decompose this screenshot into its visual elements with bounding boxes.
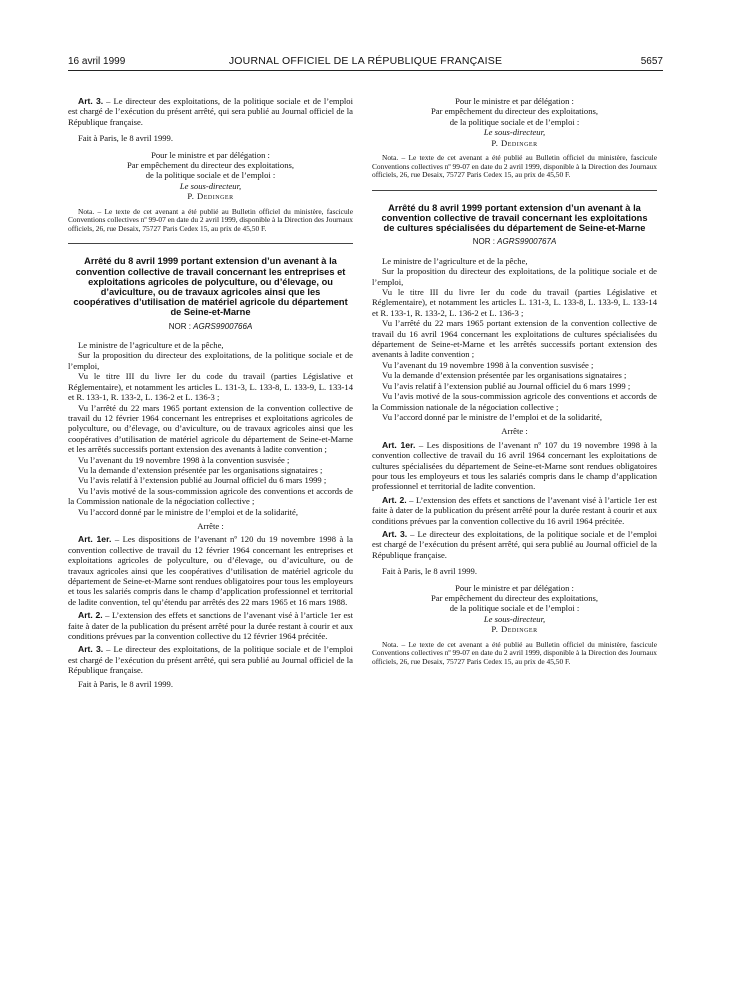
paragraph: Vu l’avis relatif à l’extension publié au Journal officiel du 6 mars 1999 ; [382,380,631,391]
section-divider [68,243,353,244]
article-2-label: Art. 2. [78,610,103,621]
signature-line-3: de la politique sociale et de l’emploi : [145,170,276,181]
signature-line-2: Par empêchement du directeur des exploitations, [126,160,295,171]
arrete-heading: Arrête : [197,520,224,531]
paragraph: Le ministre de l’agriculture et de la pêche, [382,255,528,266]
nor-reference [372,237,657,247]
paragraph: Vu l’avis motivé de la sous-commission agricole des conventions et accords de la Commission nationale de la négociation collective ; [372,391,657,412]
signature-line-1: Pour le ministre et par délégation : [455,582,574,593]
section-divider [372,190,657,191]
paragraph: Vu le titre III du livre Ier du code du travail (parties Législative et Réglementaire), et notamment les articles L. 131-3, L. 133-8, L. 133-9, L. 133-14 et R. 133-1, R. 133-2, L. 136-2 et L. 136-3 ; [68,371,353,403]
arrete-title: Arrêté du 8 avril 1999 portant extension d’un avenant à la convention collective de travail concernant les entreprises et exploitations agricoles de polyculture, ou d’élevage, ou d’aviculture, ou de travaux agricoles ainsi que les coopératives d’utilisation de matériel agricole du département de Seine-et-Marne [73,256,348,318]
article-3b [68,644,353,675]
paragraph: Vu l’avis motivé de la sous-commission agricole des conventions et accords de la Commission nationale de la négociation collective ; [68,485,353,507]
paragraph: Le ministre de l’agriculture et de la pêche, [78,340,224,351]
signature-name: P. Dedinger [187,191,234,202]
fait-a-paris: Fait à Paris, le 8 avril 1999. [382,566,477,577]
arrete-title: Arrêté du 8 avril 1999 portant extension d’un avenant à la convention collective de travail concernant les exploitations de cultures spécialisées du département de Seine-et-Marne [381,202,648,234]
paragraph: Vu l’arrêté du 22 mars 1965 portant extension de la convention collective de travail du 16 avril 1964 concernant les exploitations de cultures spécialisées du département de Seine-et-Marne et les arrêtés successifs portant extension des avenants à ladite convention ; [372,318,657,360]
nor-code: AGRS9900766A [193,321,253,331]
paragraph: Vu l’accord donné par le ministre de l’emploi et de la solidarité, [78,506,298,517]
signature-line-1: Pour le ministre et par délégation : [151,149,270,160]
paragraph: Sur la proposition du directeur des exploitations, de la politique sociale et de l’emploi, [68,350,353,371]
signature-line-3: de la politique sociale et de l’emploi : [449,116,580,127]
nota: Nota. – Le texte de cet avenant a été publié au Bulletin officiel du ministère, fascicule Conventions collectives nº 99-07 en date du 2 avril 1999, disponible à la Direction des Journaux officiels, 26, rue Desaix, 75727 Paris Cedex 15, au prix de 45,50 F. [372,639,657,666]
header-date: 16 avril 1999 [68,56,126,67]
article-2-text: – L’extension des effets et sanctions de l’avenant visé à l’article 1er est faite à dater de la publication du présent arrêté pour la durée restant à courir et aux conditions prévues par la convention collective du 12 février 1964 précitée. [68,610,353,642]
right-column [372,96,657,666]
nota: Nota. – Le texte de cet avenant a été publié au Bulletin officiel du ministère, fascicule Conventions collectives nº 99-07 en date du 2 avril 1999, disponible à la Direction des Journaux officiels, 26, rue Desaix, 75727 Paris Cedex 15, au prix de 45,50 F. [68,206,353,233]
signature-title: Le sous-directeur, [179,180,242,191]
signature-title: Le sous-directeur, [483,127,546,138]
article-1-label: Art. 1er. [78,534,112,545]
left-column [68,96,353,689]
paragraph: Sur la proposition du directeur des exploitations, de la politique sociale et de l’emploi, [372,266,657,287]
article-1 [372,440,657,492]
signature-title: Le sous-directeur, [483,613,546,624]
article-2-text: – L’extension des effets et sanctions de l’avenant visé à l’article 1er est faite à dater de la publication du présent arrêté pour la durée restant à courir et aux conditions prévues par la convention collective du 16 avril 1964 précitée. [372,494,657,526]
nor-label: NOR : [472,237,498,247]
paragraph: Vu l’avis relatif à l’extension publié au Journal officiel du 6 mars 1999 ; [78,475,327,486]
article-3 [372,529,657,560]
article-3-text: – Le directeur des exploitations, de la politique sociale et de l’emploi est chargé de l’exécution du présent arrêté, qui sera publié au Journal officiel de la République française. [68,96,353,127]
article-2-label: Art. 2. [382,494,407,505]
page-header [68,54,663,71]
nor-label: NOR : [168,321,194,331]
signature-name: P. Dedinger [491,137,538,148]
fait-a-paris: Fait à Paris, le 8 avril 1999. [78,133,173,144]
article-1-text: – Les dispositions de l’avenant nº 120 du 19 novembre 1998 à la convention collective de travail du 12 février 1964 concernant les entreprises et exploitations agricoles de polyculture, ou d’élevage, ou d’aviculture, ou de travaux agricoles ainsi que les coopératives d’utilisation de matériel agricole du département de Seine-et-Marne sont rendues obligatoires pour tous les employeurs et tous les salariés compris dans le champ d’application professionnel et territorial de ladite convention, tel qu’étendu par arrêtés des 22 mars 1965 et 16 mars 1988. [68,534,353,607]
article-3-label: Art. 3. [382,528,408,539]
signature-name: P. Dedinger [491,624,538,635]
signature-line-2: Par empêchement du directeur des exploitations, [430,593,599,604]
fait-a-paris-2: Fait à Paris, le 8 avril 1999. [78,678,173,689]
signature-line-2: Par empêchement du directeur des exploitations, [430,106,599,117]
nota: Nota. – Le texte de cet avenant a été publié au Bulletin officiel du ministère, fascicule Conventions collectives nº 99-07 en date du 2 avril 1999, disponible à la Direction des Journaux officiels, 26, rue Desaix, 75727 Paris Cedex 15, au prix de 45,50 F. [372,153,657,180]
article-1-label: Art. 1er. [382,439,416,450]
article-3-label: Art. 3. [78,96,104,106]
header-journal-title: JOURNAL OFFICIEL DE LA RÉPUBLIQUE FRANÇAISE [228,55,503,67]
article-1-text: – Les dispositions de l’avenant nº 107 du 19 novembre 1998 à la convention collective de travail du 16 avril 1964 concernant les exploitations de cultures spécialisées du département de Seine-et-Marne sont rendues obligatoires pour tous les employeurs et tous les salariés compris dans le champ d’application professionnel et territorial de ladite convention. [372,439,657,492]
article-3-text: – Le directeur des exploitations, de la politique sociale et de l’emploi est chargé de l’exécution du présent arrêté, qui sera publié au Journal officiel de la République française. [372,528,657,560]
article-3 [68,96,353,127]
article-1 [68,534,353,607]
paragraph: Vu la demande d’extension présentée par les organisations signataires ; [78,464,323,475]
article-3b-text: – Le directeur des exploitations, de la politique sociale et de l’emploi est chargé de l’exécution du présent arrêté, qui sera publié au Journal officiel de la République française. [68,644,353,676]
article-2 [68,610,353,641]
signature-line-1: Pour le ministre et par délégation : [455,96,574,106]
paragraph: Vu l’avenant du 19 novembre 1998 à la convention susvisée ; [382,359,594,370]
paragraph: Vu la demande d’extension présentée par les organisations signataires ; [382,370,627,381]
paragraph: Vu l’accord donné par le ministre de l’emploi et de la solidarité, [382,411,602,422]
paragraph: Vu le titre III du livre Ier du code du travail (parties Législative et Réglementaire), et notamment les articles L. 131-3, L. 133-8, L. 133-9, L. 133-14 et R. 133-1, R. 133-2, L. 136-2 et L. 136-3 ; [372,287,657,318]
signature-line-3: de la politique sociale et de l’emploi : [449,603,580,614]
nor-code: AGRS9900767A [497,237,557,247]
article-3b-label: Art. 3. [78,644,104,655]
paragraph: Vu l’arrêté du 22 mars 1965 portant extension de la convention collective de travail du 12 février 1964 concernant les entreprises et exploitations agricoles de polyculture, ou d’élevage, ou d’aviculture, ou de travaux agricoles ainsi que les coopératives d’utilisation de matériel agricole du département de Seine-et-Marne et les arrêtés successifs portant extension des avenants à ladite convention ; [68,402,353,455]
paragraph: Vu l’avenant du 19 novembre 1998 à la convention susvisée ; [78,454,290,465]
header-page-number: 5657 [640,56,663,67]
article-2 [372,495,657,526]
nor-reference [68,322,353,332]
arrete-heading: Arrête : [501,426,528,437]
